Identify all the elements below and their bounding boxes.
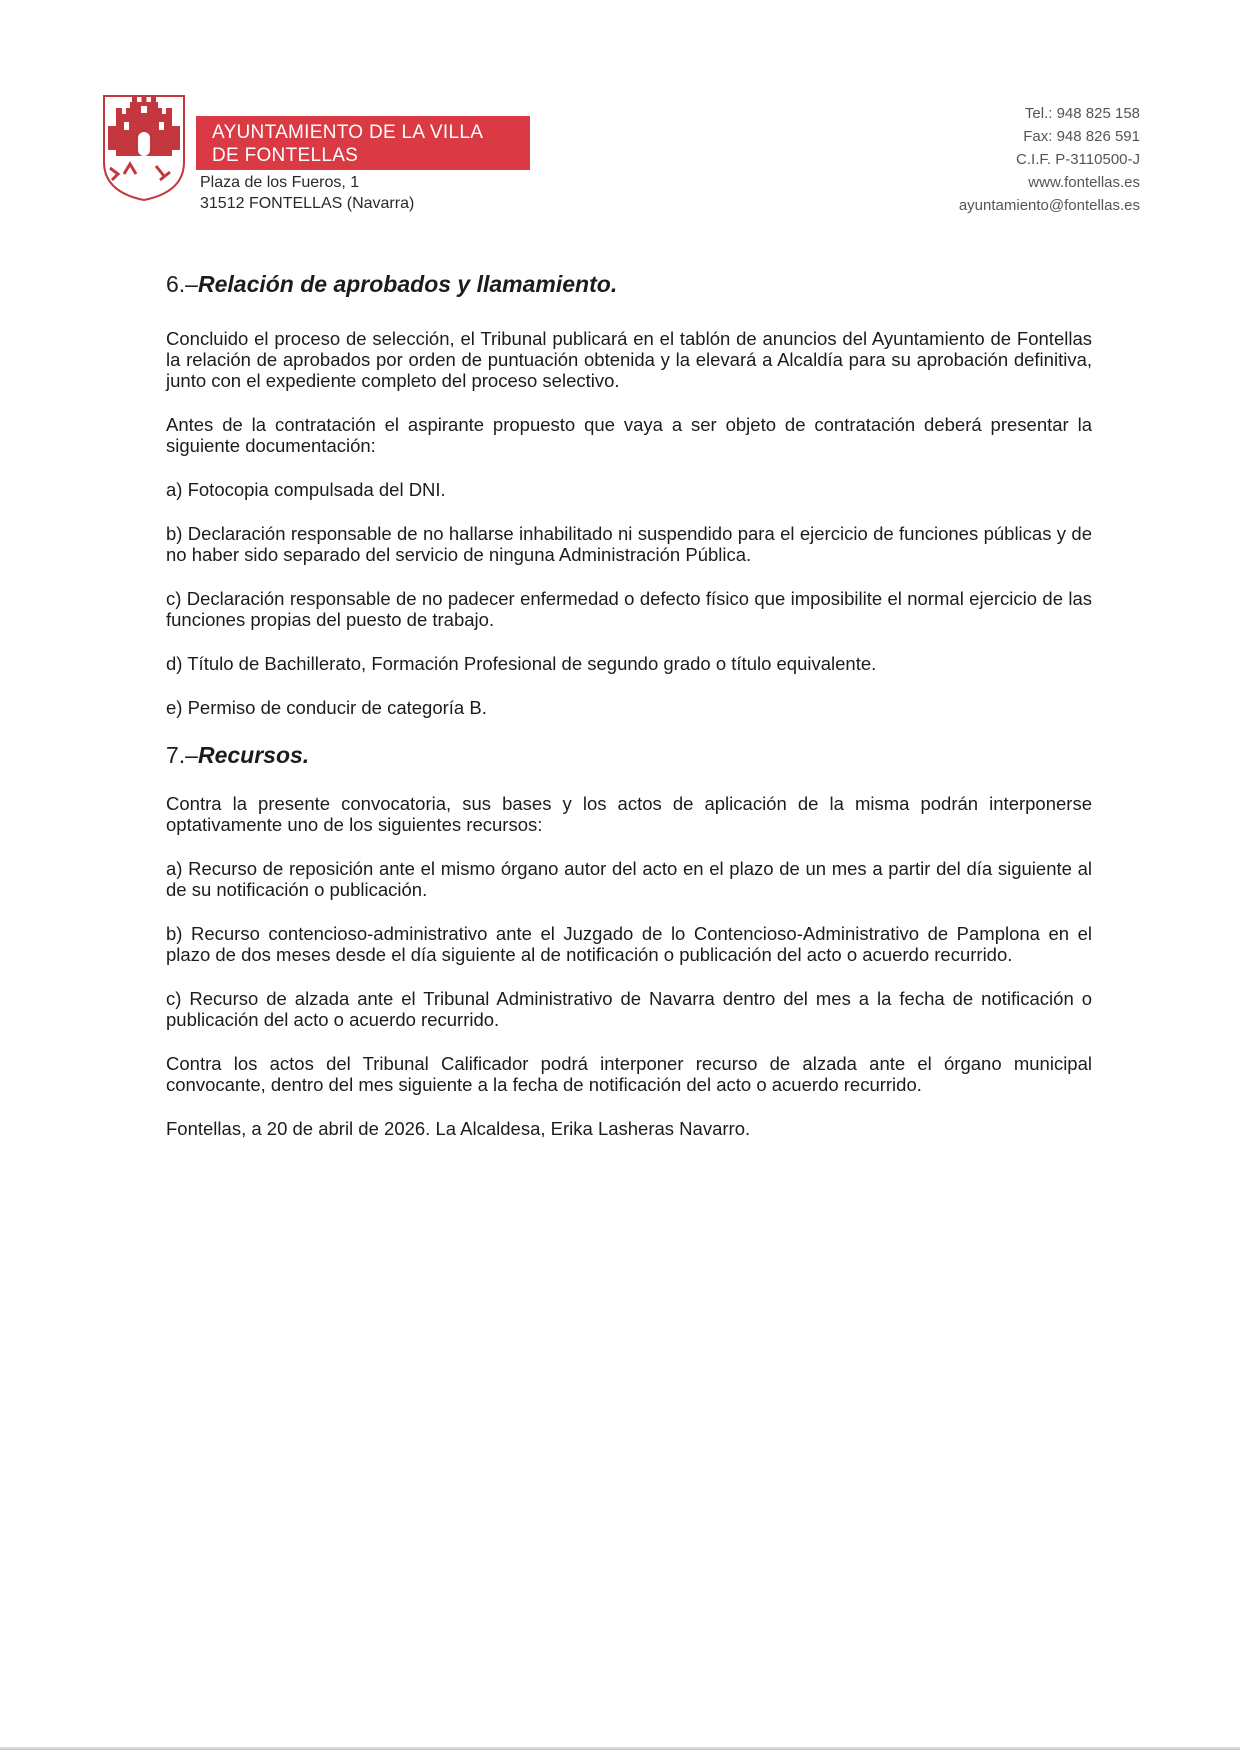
section-7-heading — [166, 741, 1092, 769]
section-7-paragraph-1: Contra la presente convocatoria, sus bases y los actos de aplicación de la misma podrán interponerse optativamente uno de los siguientes recursos: — [166, 793, 1092, 835]
contact-block — [959, 102, 1140, 217]
document-body — [166, 270, 1092, 1162]
address-city: 31512 FONTELLAS (Navarra) — [200, 195, 415, 212]
phone-number: Tel.: 948 825 158 — [1024, 105, 1140, 122]
organization-banner — [196, 116, 530, 170]
page-bottom-edge — [0, 1747, 1240, 1750]
castle-crest-icon — [100, 92, 188, 202]
section-6-title: Relación de aprobados y llamamiento. — [197, 271, 618, 297]
signature-line: Fontellas, a 20 de abril de 2026. La Alcaldesa, Erika Lasheras Navarro. — [166, 1118, 751, 1139]
appeal-item-b: b) Recurso contencioso-administrativo ante el Juzgado de lo Contencioso-Administrativo de Pamplona en el plazo de dos meses desde el día siguiente al de notificación o publicación del acto o acuerdo recurrido. — [166, 923, 1092, 965]
section-6-heading — [166, 270, 1092, 298]
fax-number: Fax: 948 826 591 — [1023, 128, 1140, 145]
appeal-item-c: c) Recurso de alzada ante el Tribunal Administrativo de Navarra dentro del mes a la fecha de notificación o publicación del acto o acuerdo recurrido. — [166, 988, 1092, 1030]
section-7-title: Recursos. — [197, 742, 310, 768]
document-item-a: a) Fotocopia compulsada del DNI. — [166, 479, 446, 500]
website: www.fontellas.es — [1028, 174, 1140, 191]
section-6-paragraph-1: Concluido el proceso de selección, el Tribunal publicará en el tablón de anuncios del Ayuntamiento de Fontellas la relación de aprobados por orden de puntuación obtenida y la elevará a Alcaldía para su aprobación definitiva, junto con el expediente completo del proceso selectivo. — [166, 328, 1092, 391]
section-7-paragraph-2: Contra los actos del Tribunal Calificador podrá interponer recurso de alzada ante el órgano municipal convocante, dentro del mes siguiente a la fecha de notificación del acto o acuerdo recurrido. — [166, 1053, 1092, 1095]
section-6-number: 6.– — [166, 271, 198, 297]
section-6-paragraph-2: Antes de la contratación el aspirante propuesto que vaya a ser objeto de contratación deberá presentar la siguiente documentación: — [166, 414, 1092, 456]
appeal-item-a: a) Recurso de reposición ante el mismo órgano autor del acto en el plazo de un mes a partir del día siguiente al de su notificación o publicación. — [166, 858, 1092, 900]
document-item-c: c) Declaración responsable de no padecer enfermedad o defecto físico que imposibilite el normal ejercicio de las funciones propias del puesto de trabajo. — [166, 588, 1092, 630]
address-street: Plaza de los Fueros, 1 — [200, 174, 360, 191]
document-item-d: d) Título de Bachillerato, Formación Profesional de segundo grado o título equivalente. — [166, 653, 877, 674]
email-address: ayuntamiento@fontellas.es — [958, 197, 1140, 214]
document-item-e: e) Permiso de conducir de categoría B. — [166, 697, 487, 718]
postal-address — [200, 172, 414, 214]
document-item-b: b) Declaración responsable de no hallarse inhabilitado ni suspendido para el ejercicio de funciones públicas y de no haber sido separado del servicio de ninguna Administración Pública. — [166, 523, 1092, 565]
organization-name-line1: AYUNTAMIENTO DE LA VILLA — [212, 122, 484, 143]
section-7-number: 7.– — [166, 742, 198, 768]
organization-name-line2: DE FONTELLAS — [212, 145, 359, 166]
tax-id: C.I.F. P-3110500-J — [1016, 151, 1140, 168]
letterhead — [100, 92, 1140, 222]
